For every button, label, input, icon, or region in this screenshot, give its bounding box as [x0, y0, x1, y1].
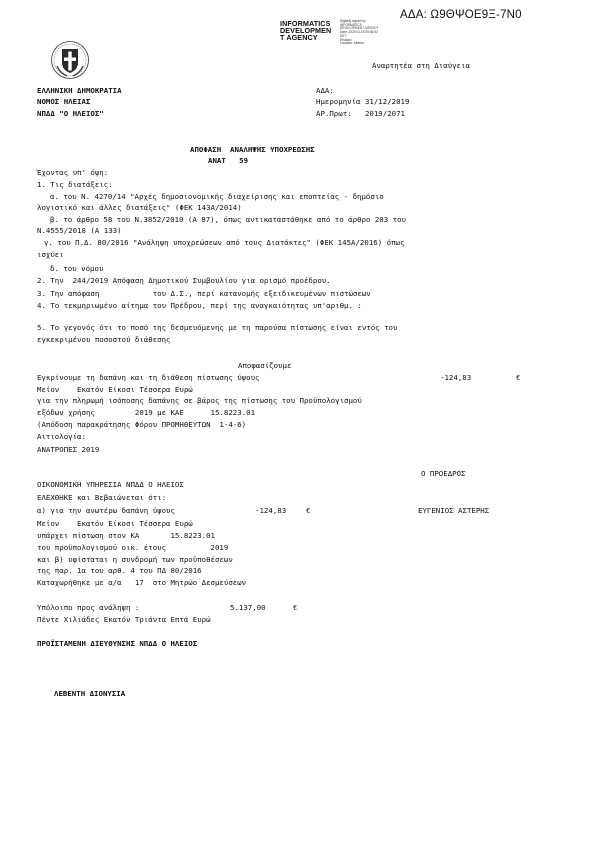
issuer-date: Ημερομηνία 31/12/2019 [316, 97, 410, 106]
consideration-item: 2. Την 244/2019 Απόφαση Δημοτικού Συμβουλίου για ορισμό προέδρου. [37, 276, 331, 285]
considering-label: Έχοντας υπ' όψη: [37, 168, 109, 177]
head-title: ΠΡΟΪΣΤΑΜΕΝΗ ΔΙΕΥΘΥΝΣΗΣ ΝΠΔΔ Ο ΗΛΕΙΟΣ [37, 639, 198, 648]
approve-amount: -124,83 [440, 373, 472, 382]
issuer-ada-label: ΑΔΑ: [316, 86, 334, 95]
signature-detail-line: Date: 2020.01.15 09:36:52 [340, 30, 378, 35]
finance-b-line: και β) υφίσταται η συνδρομή των προϋποθέσεων [37, 555, 233, 564]
approve-line: Εγκρίνουμε τη δαπάνη και τη διάθεση πίστωσης ύψους [37, 373, 260, 382]
signature-detail-line: Location: Athens [340, 41, 364, 46]
issuer-country: ΕΛΛΗΝΙΚΗ ΔΗΜΟΚΡΑΤΙΑ [37, 86, 122, 95]
finance-registered: Καταχωρήθηκε με α/α 17 στο Μητρώο Δεσμεύσεων [37, 578, 247, 587]
withholding-note: (Απόδοση παρακράτησης Φόρου ΠΡΟΜΗΘΕΥΤΩΝ 1-4-6) [37, 420, 247, 429]
consideration-item: δ. του νόμου [50, 264, 104, 273]
remaining-words: Πέντε Χιλιάδες Εκατόν Τριάντα Επτά Ευρώ [37, 615, 211, 624]
consideration-item: α. του Ν. 4270/14 "Αρχές δημοσιονομικής διαχείρισης και εποπτείας - δημόσιο [50, 192, 384, 201]
budget-year-line: εξόδων χρήσης 2019 με ΚΑΕ 15.8223.01 [37, 408, 256, 417]
signature-agency-line: INFORMATICS [280, 19, 331, 28]
consideration-item: Ν.4555/2018 (Α 133) [37, 226, 122, 235]
issuer-protocol: ΑΡ.Πρωτ: 2019/2071 [316, 109, 405, 118]
decision-number: ΑΝΑΤ 59 [208, 156, 249, 165]
signature-detail-line: DEVELOPMENT AGENCY [340, 26, 379, 31]
reason-label: Αιτιολογία: [37, 432, 86, 441]
finance-b-line: της παρ. 1α του αρθ. 4 του ΠΔ 80/2016 [37, 566, 202, 575]
finance-a-amount: -124,83 [255, 506, 287, 515]
reason-value: ΑΝΑΤΡΟΠΕΣ 2019 [37, 445, 100, 454]
president-name: ΕΥΓΕΝΙΟΣ ΑΣΤΕΡΗΣ [418, 506, 490, 515]
consideration-item: λογιστικό και άλλες διατάξεις" (ΦΕΚ 143Α/2014) [37, 203, 242, 212]
consideration-item: 4. Το τεκμηριωμένο αίτημα του Πρέδρου, περί της αναγκαιότητας υπ'αριθμ. : [37, 301, 362, 310]
signature-agency-line: DEVELOPMEN [280, 26, 332, 35]
finance-budget-line: του προϋπολογισμού οικ. έτους 2019 [37, 543, 229, 552]
issuer-prefecture: ΝΟΜΟΣ ΗΛΕΙΑΣ [37, 97, 91, 106]
finance-words: Μείον Εκατόν Είκοσι Τέσσερα Ευρώ [37, 519, 193, 528]
signature-detail-line: Digitally signed by [340, 19, 366, 23]
decide-heading: Αποφασίζουμε [238, 361, 292, 370]
approve-currency: € [516, 373, 521, 382]
signature-detail-line: INFORMATICS [340, 22, 362, 27]
signature-detail-line: Reason: [340, 37, 352, 42]
issuer-entity: ΝΠΔΔ "Ο ΗΛΕΙΟΣ" [37, 109, 104, 118]
consideration-item: 3. Την απόφαση του Δ.Σ., περί κατανομής εξειδικευμένων πιστώσεων [37, 289, 371, 298]
finance-credit-line: υπάρχει πίστωση στον ΚΑ 15.8223.01 [37, 531, 215, 540]
president-label: Ο ΠΡΟΕΔΡΟΣ [421, 469, 466, 478]
decision-title: ΑΠΟΦΑΣΗ ΑΝΑΛΗΨΗΣ ΥΠΟΧΡΕΩΣΗΣ [190, 145, 315, 154]
consideration-item: 1. Τις διατάξεις: [37, 180, 113, 189]
purpose-line: για την πληρωμή ισόποσης δαπάνης σε βάρος της πίστωσης του Προϋπολογισμού [37, 396, 362, 405]
remaining-amount: 5.137,00 [230, 603, 266, 612]
finance-checked: ΕΛΕΧΘΗΚΕ και Βεβαιώνεται ότι: [37, 493, 167, 502]
coat-of-arms-icon [50, 40, 90, 80]
remaining-currency: € [293, 603, 298, 612]
publish-notice: Αναρτητέα στη Διαύγεια [372, 61, 470, 70]
amount-in-words: Μείον Εκατόν Είκοσι Τέσσερα Ευρώ [37, 385, 193, 394]
consideration-item: 5. Το γεγονός ότι το ποσό της δεσμευόμενης με τη παρούσα πίστωσης είναι εντός του [37, 323, 398, 332]
finance-service: ΟΙΚΟΝΟΜΙΚΗ ΥΠΗΡΕΣΙΑ ΝΠΔΔ Ο ΗΛΕΙΟΣ [37, 480, 184, 489]
consideration-item: β. το άρθρο 58 του Ν.3852/2010 (Α 87), όπως αντικαταστάθηκε από το άρθρο 203 του [50, 215, 406, 224]
consideration-item: γ. του Π.Δ. 80/2016 "Ανάληψη υποχρεώσεων από τους Διατάκτες" (ΦΕΚ 145Α/2016) όπως [44, 238, 405, 247]
remaining-label: Υπόλοιπο προς ανάληψη : [37, 603, 140, 612]
consideration-item: εγκεκριμένου ποσοστού διάθεσης [37, 335, 171, 344]
finance-a-text: α) για την ανωτέρω δαπάνη ύψους [37, 506, 175, 515]
ada-stamp: ΑΔΑ: Ω9ΘΨΟΕ9Ξ-7Ν0 [400, 9, 522, 21]
signature-detail-line: EET [340, 33, 347, 38]
signature-agency-line: T AGENCY [280, 33, 318, 42]
finance-a-currency: € [306, 506, 311, 515]
consideration-item: ισχύει [37, 250, 64, 259]
head-name: ΛΕΒΕΝΤΗ ΔΙΟΝΥΣΙΑ [54, 689, 126, 698]
